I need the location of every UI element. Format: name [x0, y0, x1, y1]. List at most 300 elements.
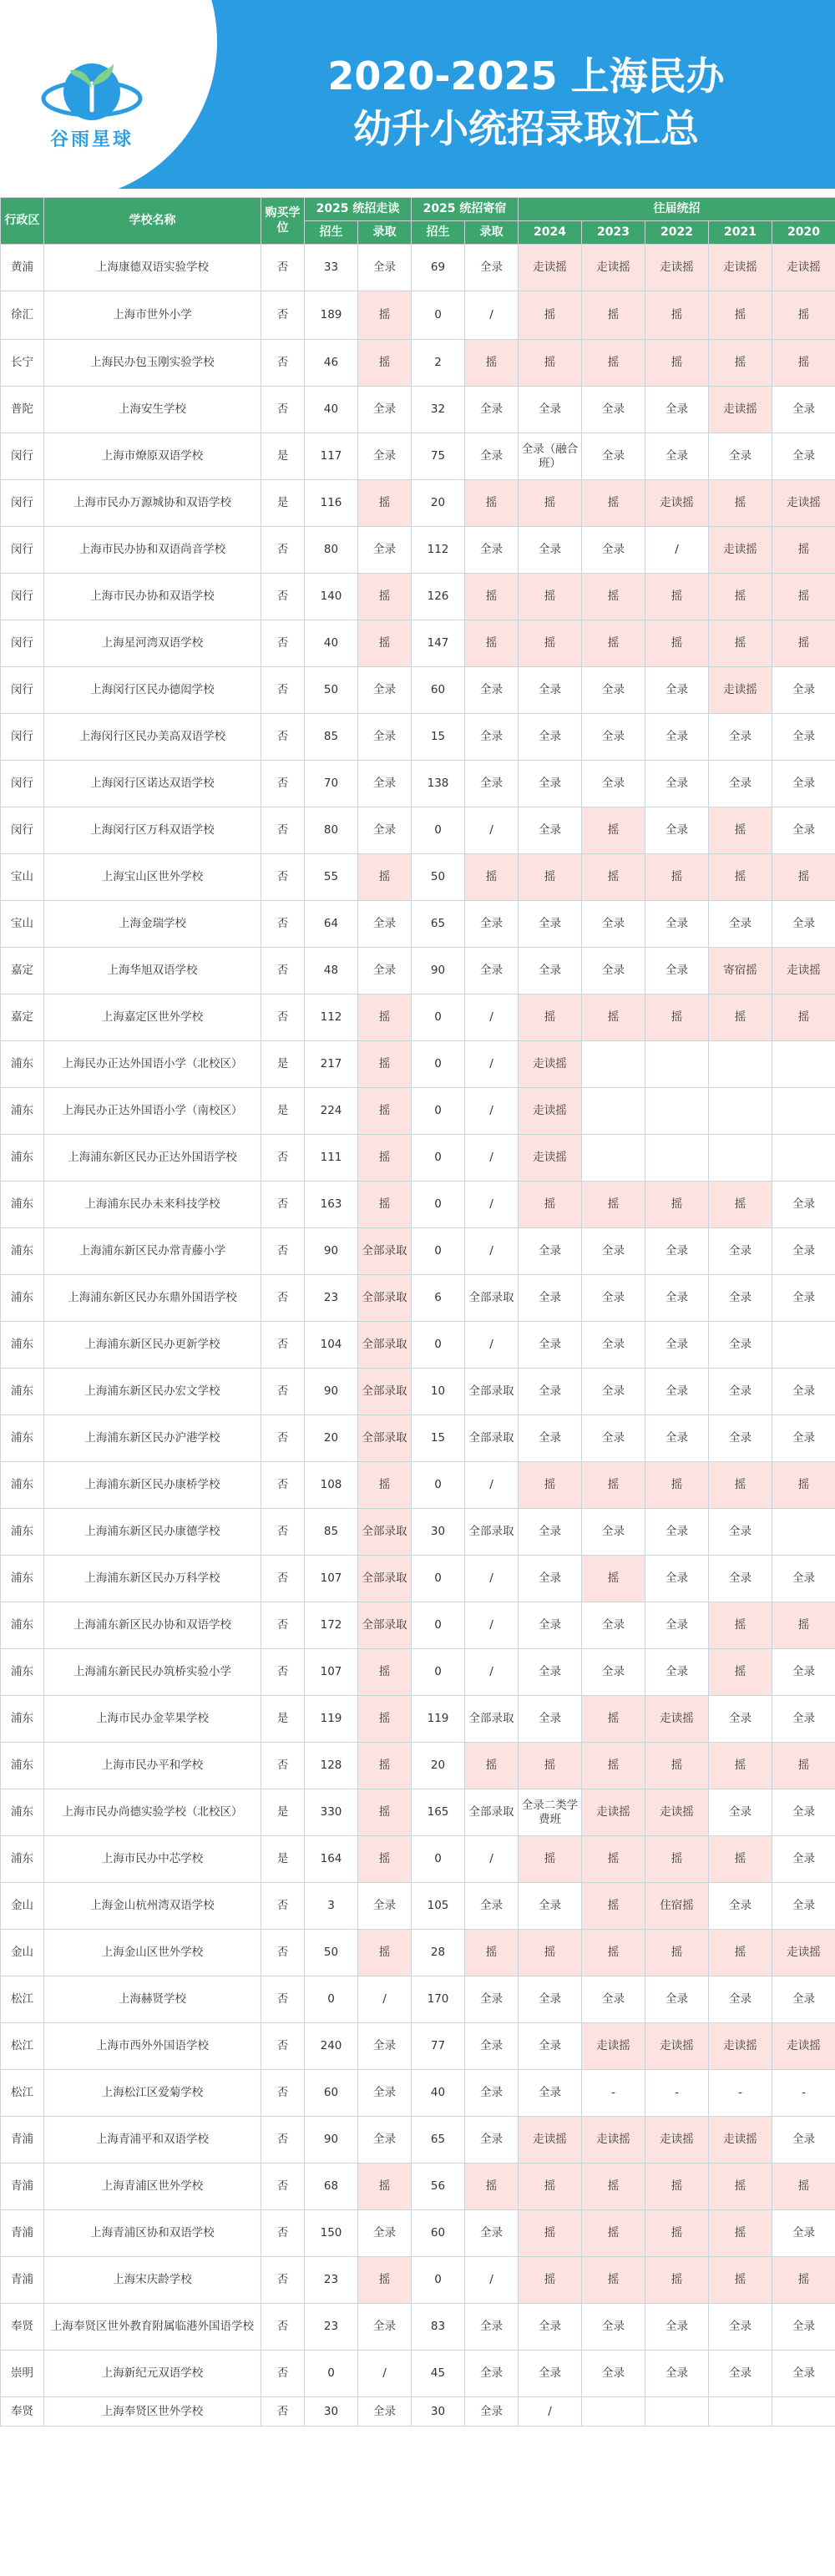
year-2023-cell: 摇	[582, 1743, 645, 1789]
district-cell: 青浦	[1, 2210, 44, 2257]
purchase-cell: 否	[261, 2304, 305, 2351]
year-2021-cell: 摇	[709, 1182, 772, 1228]
year-2023-cell: 全录	[582, 527, 645, 574]
school-name-cell: 上海市燎原双语学校	[44, 433, 261, 480]
col-school: 学校名称	[44, 198, 261, 245]
year-2021-cell: 全录	[709, 1369, 772, 1415]
board-admit-cell: 摇	[465, 854, 519, 901]
year-2024-cell: 全录	[519, 2023, 582, 2070]
walk-admit-cell: 摇	[358, 1743, 412, 1789]
table-body	[1, 245, 835, 2427]
board-admit-cell: 全录	[465, 2117, 519, 2164]
year-2022-cell: 全录	[645, 807, 709, 854]
year-2020-cell: 全录	[772, 2304, 835, 2351]
board-enroll-cell: 0	[412, 1135, 465, 1182]
purchase-cell: 是	[261, 1696, 305, 1743]
year-2024-cell: 摇	[519, 1836, 582, 1883]
walk-enroll-cell: 111	[305, 1135, 358, 1182]
school-name-cell: 上海松江区爱菊学校	[44, 2070, 261, 2117]
year-2022-cell: 全录	[645, 433, 709, 480]
year-2022-cell: 摇	[645, 1462, 709, 1509]
district-cell: 嘉定	[1, 994, 44, 1041]
walk-admit-cell: 摇	[358, 994, 412, 1041]
table-row	[1, 1088, 835, 1135]
year-2023-cell: 走读摇	[582, 1789, 645, 1836]
year-2021-cell: 走读摇	[709, 245, 772, 291]
year-2024-cell: 走读摇	[519, 1088, 582, 1135]
board-admit-cell: 摇	[465, 1743, 519, 1789]
year-2024-cell: 摇	[519, 1462, 582, 1509]
year-2023-cell: 摇	[582, 1836, 645, 1883]
walk-enroll-cell: 80	[305, 527, 358, 574]
year-2021-cell: 走读摇	[709, 527, 772, 574]
school-name-cell: 上海浦东新区民办宏文学校	[44, 1369, 261, 1415]
year-2023-cell: 全录	[582, 2304, 645, 2351]
year-2023-cell: 全录	[582, 714, 645, 761]
year-2020-cell: 全录	[772, 2117, 835, 2164]
board-enroll-cell: 147	[412, 620, 465, 667]
year-2023-cell: 全录	[582, 1228, 645, 1275]
board-enroll-cell: 50	[412, 854, 465, 901]
walk-admit-cell: 全部录取	[358, 1415, 412, 1462]
walk-enroll-cell: 0	[305, 2351, 358, 2397]
district-cell: 奉贤	[1, 2304, 44, 2351]
year-2024-cell: 全录	[519, 1509, 582, 1556]
year-2024-cell: 摇	[519, 2210, 582, 2257]
table-row	[1, 854, 835, 901]
table-row	[1, 1696, 835, 1743]
purchase-cell: 否	[261, 2117, 305, 2164]
year-2024-cell: 全录	[519, 1556, 582, 1602]
year-2021-cell: 全录	[709, 761, 772, 807]
board-enroll-cell: 0	[412, 1041, 465, 1088]
col-year-2022: 2022	[645, 221, 709, 245]
year-2022-cell: 走读摇	[645, 1789, 709, 1836]
purchase-cell: 否	[261, 2351, 305, 2397]
table-row	[1, 1556, 835, 1602]
col-year-2023: 2023	[582, 221, 645, 245]
table-row	[1, 2070, 835, 2117]
purchase-cell: 否	[261, 761, 305, 807]
purchase-cell: 否	[261, 527, 305, 574]
year-2020-cell: 全录	[772, 1649, 835, 1696]
board-admit-cell: 全录	[465, 1976, 519, 2023]
walk-enroll-cell: 64	[305, 901, 358, 948]
year-2020-cell	[772, 1041, 835, 1088]
purchase-cell: 否	[261, 2164, 305, 2210]
walk-enroll-cell: 23	[305, 2304, 358, 2351]
district-cell: 浦东	[1, 1509, 44, 1556]
board-admit-cell: /	[465, 1228, 519, 1275]
board-enroll-cell: 65	[412, 901, 465, 948]
district-cell: 浦东	[1, 1369, 44, 1415]
year-2023-cell: 全录	[582, 1322, 645, 1369]
year-2020-cell: 全录	[772, 1836, 835, 1883]
table-row	[1, 340, 835, 387]
year-2024-cell: 摇	[519, 2164, 582, 2210]
purchase-cell: 否	[261, 1369, 305, 1415]
year-2021-cell: 摇	[709, 854, 772, 901]
school-name-cell: 上海闵行区民办德闳学校	[44, 667, 261, 714]
year-2022-cell: 摇	[645, 2164, 709, 2210]
board-enroll-cell: 2	[412, 340, 465, 387]
walk-enroll-cell: 240	[305, 2023, 358, 2070]
year-2020-cell: 摇	[772, 574, 835, 620]
year-2023-cell: 摇	[582, 340, 645, 387]
walk-admit-cell: 全部录取	[358, 1602, 412, 1649]
year-2024-cell: 全录	[519, 2070, 582, 2117]
walk-enroll-cell: 172	[305, 1602, 358, 1649]
board-admit-cell: 全部录取	[465, 1275, 519, 1322]
walk-admit-cell: 全录	[358, 245, 412, 291]
school-name-cell: 上海浦东新区民办正达外国语学校	[44, 1135, 261, 1182]
walk-enroll-cell: 85	[305, 1509, 358, 1556]
year-2020-cell: 全录	[772, 1883, 835, 1930]
walk-enroll-cell: 107	[305, 1556, 358, 1602]
table-row	[1, 2210, 835, 2257]
year-2022-cell: 全录	[645, 387, 709, 433]
board-admit-cell: 全录	[465, 2351, 519, 2397]
year-2023-cell: 全录	[582, 1976, 645, 2023]
district-cell: 浦东	[1, 1088, 44, 1135]
year-2022-cell: 走读摇	[645, 2117, 709, 2164]
board-admit-cell: /	[465, 1182, 519, 1228]
table-row	[1, 1369, 835, 1415]
year-2022-cell: 全录	[645, 1602, 709, 1649]
table-row	[1, 1415, 835, 1462]
year-2021-cell: 摇	[709, 1602, 772, 1649]
year-2020-cell: 全录	[772, 1228, 835, 1275]
year-2024-cell: 摇	[519, 291, 582, 340]
table-row	[1, 1930, 835, 1976]
walk-enroll-cell: 117	[305, 433, 358, 480]
year-2024-cell: 走读摇	[519, 1041, 582, 1088]
school-name-cell: 上海金山杭州湾双语学校	[44, 1883, 261, 1930]
board-admit-cell: /	[465, 1322, 519, 1369]
year-2020-cell: 摇	[772, 1462, 835, 1509]
purchase-cell: 否	[261, 994, 305, 1041]
board-admit-cell: /	[465, 1041, 519, 1088]
year-2023-cell: 全录	[582, 433, 645, 480]
board-enroll-cell: 15	[412, 714, 465, 761]
year-2024-cell: 摇	[519, 1743, 582, 1789]
year-2021-cell: 全录	[709, 901, 772, 948]
year-2022-cell: 摇	[645, 291, 709, 340]
board-enroll-cell: 170	[412, 1976, 465, 2023]
year-2022-cell: 全录	[645, 1275, 709, 1322]
table-row	[1, 2023, 835, 2070]
district-cell: 闵行	[1, 714, 44, 761]
year-2021-cell: 走读摇	[709, 387, 772, 433]
year-2020-cell: 全录	[772, 1275, 835, 1322]
year-2023-cell: 摇	[582, 574, 645, 620]
school-name-cell: 上海赫贤学校	[44, 1976, 261, 2023]
year-2022-cell: 全录	[645, 1649, 709, 1696]
board-enroll-cell: 56	[412, 2164, 465, 2210]
year-2021-cell: 摇	[709, 574, 772, 620]
board-admit-cell: 全部录取	[465, 1789, 519, 1836]
table-row	[1, 1182, 835, 1228]
school-name-cell: 上海青浦区世外学校	[44, 2164, 261, 2210]
year-2023-cell: 走读摇	[582, 2117, 645, 2164]
school-name-cell: 上海宝山区世外学校	[44, 854, 261, 901]
year-2023-cell: 全录	[582, 1415, 645, 1462]
walk-admit-cell: 全录	[358, 807, 412, 854]
walk-admit-cell: /	[358, 2351, 412, 2397]
purchase-cell: 否	[261, 1275, 305, 1322]
year-2021-cell: 全录	[709, 1789, 772, 1836]
table-row	[1, 1649, 835, 1696]
year-2020-cell: 全录	[772, 901, 835, 948]
purchase-cell: 否	[261, 1322, 305, 1369]
table-row	[1, 807, 835, 854]
board-admit-cell: /	[465, 1836, 519, 1883]
year-2020-cell: 全录	[772, 1789, 835, 1836]
walk-enroll-cell: 90	[305, 1369, 358, 1415]
board-enroll-cell: 32	[412, 387, 465, 433]
table-row	[1, 761, 835, 807]
year-2024-cell: 全录（融合班）	[519, 433, 582, 480]
district-cell: 浦东	[1, 1462, 44, 1509]
purchase-cell: 否	[261, 291, 305, 340]
year-2021-cell: 摇	[709, 2210, 772, 2257]
board-admit-cell: /	[465, 1462, 519, 1509]
year-2022-cell: 住宿摇	[645, 1883, 709, 1930]
col-group-2025-walk: 2025 统招走读	[305, 198, 412, 221]
district-cell: 金山	[1, 1930, 44, 1976]
year-2024-cell: 摇	[519, 2257, 582, 2304]
year-2023-cell: 摇	[582, 2210, 645, 2257]
year-2020-cell: 摇	[772, 854, 835, 901]
board-enroll-cell: 60	[412, 2210, 465, 2257]
board-enroll-cell: 0	[412, 807, 465, 854]
walk-enroll-cell: 80	[305, 807, 358, 854]
district-cell: 浦东	[1, 1743, 44, 1789]
district-cell: 宝山	[1, 901, 44, 948]
school-name-cell: 上海市民办金苹果学校	[44, 1696, 261, 1743]
district-cell: 浦东	[1, 1041, 44, 1088]
year-2020-cell: 摇	[772, 527, 835, 574]
year-2022-cell: 摇	[645, 1743, 709, 1789]
table-row	[1, 2351, 835, 2397]
district-cell: 松江	[1, 2023, 44, 2070]
year-2020-cell: 摇	[772, 1602, 835, 1649]
year-2023-cell: 摇	[582, 854, 645, 901]
year-2022-cell: 摇	[645, 620, 709, 667]
board-admit-cell: 全录	[465, 245, 519, 291]
walk-admit-cell: 全录	[358, 901, 412, 948]
walk-admit-cell: 摇	[358, 1135, 412, 1182]
year-2021-cell: 全录	[709, 1556, 772, 1602]
year-2024-cell: 全录	[519, 2304, 582, 2351]
purchase-cell: 否	[261, 1228, 305, 1275]
walk-enroll-cell: 55	[305, 854, 358, 901]
board-enroll-cell: 6	[412, 1275, 465, 1322]
purchase-cell: 否	[261, 1976, 305, 2023]
school-name-cell: 上海市民办协和双语尚音学校	[44, 527, 261, 574]
board-enroll-cell: 10	[412, 1369, 465, 1415]
year-2023-cell: 全录	[582, 948, 645, 994]
school-name-cell: 上海浦东新区民办常青藤小学	[44, 1228, 261, 1275]
board-enroll-cell: 126	[412, 574, 465, 620]
purchase-cell: 是	[261, 1088, 305, 1135]
year-2022-cell: 全录	[645, 1556, 709, 1602]
district-cell: 浦东	[1, 1602, 44, 1649]
year-2022-cell: 全录	[645, 1322, 709, 1369]
year-2020-cell: 摇	[772, 994, 835, 1041]
purchase-cell: 否	[261, 1415, 305, 1462]
walk-admit-cell: 摇	[358, 291, 412, 340]
purchase-cell: 否	[261, 807, 305, 854]
board-enroll-cell: 40	[412, 2070, 465, 2117]
school-name-cell: 上海新纪元双语学校	[44, 2351, 261, 2397]
table-row	[1, 901, 835, 948]
board-enroll-cell: 45	[412, 2351, 465, 2397]
year-2022-cell	[645, 1135, 709, 1182]
year-2021-cell: 摇	[709, 2164, 772, 2210]
year-2020-cell	[772, 1088, 835, 1135]
year-2020-cell: -	[772, 2070, 835, 2117]
school-name-cell: 上海闵行区诺达双语学校	[44, 761, 261, 807]
district-cell: 闵行	[1, 807, 44, 854]
walk-enroll-cell: 90	[305, 1228, 358, 1275]
table-row	[1, 1602, 835, 1649]
table-row	[1, 433, 835, 480]
table-row	[1, 1743, 835, 1789]
year-2022-cell: /	[645, 527, 709, 574]
walk-admit-cell: 全录	[358, 2023, 412, 2070]
walk-admit-cell: 全录	[358, 761, 412, 807]
district-cell: 宝山	[1, 854, 44, 901]
year-2022-cell: 摇	[645, 1930, 709, 1976]
board-admit-cell: 摇	[465, 480, 519, 527]
walk-admit-cell: 全部录取	[358, 1369, 412, 1415]
table-row	[1, 291, 835, 340]
school-name-cell: 上海浦东新区民办康桥学校	[44, 1462, 261, 1509]
year-2020-cell: 摇	[772, 291, 835, 340]
year-2020-cell: 全录	[772, 1369, 835, 1415]
district-cell: 嘉定	[1, 948, 44, 994]
board-enroll-cell: 75	[412, 433, 465, 480]
col-group-past: 往届统招	[519, 198, 835, 221]
purchase-cell: 否	[261, 1930, 305, 1976]
year-2020-cell: 全录	[772, 1976, 835, 2023]
school-name-cell: 上海市民办尚德实验学校（北校区）	[44, 1789, 261, 1836]
board-enroll-cell: 0	[412, 994, 465, 1041]
walk-enroll-cell: 23	[305, 2257, 358, 2304]
year-2024-cell: 全录二类学费班	[519, 1789, 582, 1836]
walk-admit-cell: 全部录取	[358, 1556, 412, 1602]
year-2024-cell: 全录	[519, 527, 582, 574]
purchase-cell: 是	[261, 1789, 305, 1836]
purchase-cell: 否	[261, 1135, 305, 1182]
walk-admit-cell: 摇	[358, 1088, 412, 1135]
walk-admit-cell: 摇	[358, 480, 412, 527]
year-2024-cell: 全录	[519, 2351, 582, 2397]
year-2023-cell: 全录	[582, 1275, 645, 1322]
year-2020-cell: 全录	[772, 2351, 835, 2397]
district-cell: 青浦	[1, 2257, 44, 2304]
district-cell: 浦东	[1, 1836, 44, 1883]
school-name-cell: 上海市世外小学	[44, 291, 261, 340]
year-2021-cell: 全录	[709, 714, 772, 761]
table-row	[1, 948, 835, 994]
year-2020-cell: 全录	[772, 2210, 835, 2257]
year-2021-cell: 走读摇	[709, 667, 772, 714]
year-2024-cell: 走读摇	[519, 245, 582, 291]
year-2024-cell: 全录	[519, 1976, 582, 2023]
board-enroll-cell: 0	[412, 1088, 465, 1135]
board-admit-cell: 全录	[465, 901, 519, 948]
board-enroll-cell: 0	[412, 1556, 465, 1602]
year-2021-cell	[709, 2397, 772, 2427]
year-2020-cell: 摇	[772, 1743, 835, 1789]
year-2024-cell: 全录	[519, 1649, 582, 1696]
school-name-cell: 上海市民办协和双语学校	[44, 574, 261, 620]
board-enroll-cell: 0	[412, 2257, 465, 2304]
school-name-cell: 上海市西外外国语学校	[44, 2023, 261, 2070]
year-2023-cell: 全录	[582, 1602, 645, 1649]
board-enroll-cell: 15	[412, 1415, 465, 1462]
year-2021-cell: 摇	[709, 291, 772, 340]
year-2022-cell: 摇	[645, 340, 709, 387]
walk-enroll-cell: 40	[305, 387, 358, 433]
purchase-cell: 否	[261, 340, 305, 387]
year-2022-cell: 全录	[645, 1976, 709, 2023]
board-admit-cell: 全部录取	[465, 1369, 519, 1415]
year-2022-cell: 摇	[645, 2210, 709, 2257]
year-2023-cell: 全录	[582, 901, 645, 948]
walk-enroll-cell: 128	[305, 1743, 358, 1789]
board-admit-cell: 全录	[465, 761, 519, 807]
school-name-cell: 上海浦东新区民办协和双语学校	[44, 1602, 261, 1649]
walk-enroll-cell: 3	[305, 1883, 358, 1930]
board-enroll-cell: 65	[412, 2117, 465, 2164]
year-2022-cell	[645, 1041, 709, 1088]
year-2021-cell	[709, 1088, 772, 1135]
year-2022-cell: 走读摇	[645, 480, 709, 527]
year-2023-cell: 摇	[582, 2164, 645, 2210]
table-row	[1, 1836, 835, 1883]
year-2021-cell: 全录	[709, 1509, 772, 1556]
district-cell: 浦东	[1, 1649, 44, 1696]
walk-enroll-cell: 189	[305, 291, 358, 340]
year-2023-cell: 全录	[582, 1649, 645, 1696]
year-2023-cell: 全录	[582, 667, 645, 714]
year-2024-cell: 走读摇	[519, 1135, 582, 1182]
board-admit-cell: /	[465, 1135, 519, 1182]
table-row	[1, 667, 835, 714]
year-2024-cell: 全录	[519, 1602, 582, 1649]
year-2022-cell: 全录	[645, 1509, 709, 1556]
year-2020-cell: 走读摇	[772, 948, 835, 994]
walk-admit-cell: 全录	[358, 2070, 412, 2117]
year-2024-cell: 全录	[519, 807, 582, 854]
purchase-cell: 否	[261, 1462, 305, 1509]
year-2024-cell: 摇	[519, 620, 582, 667]
school-name-cell: 上海市民办平和学校	[44, 1743, 261, 1789]
board-admit-cell: 摇	[465, 574, 519, 620]
walk-admit-cell: 全录	[358, 2397, 412, 2427]
district-cell: 浦东	[1, 1696, 44, 1743]
walk-enroll-cell: 23	[305, 1275, 358, 1322]
walk-enroll-cell: 107	[305, 1649, 358, 1696]
walk-admit-cell: 摇	[358, 1182, 412, 1228]
walk-enroll-cell: 30	[305, 2397, 358, 2427]
walk-admit-cell: 全部录取	[358, 1509, 412, 1556]
board-enroll-cell: 0	[412, 1182, 465, 1228]
year-2024-cell: 摇	[519, 1182, 582, 1228]
